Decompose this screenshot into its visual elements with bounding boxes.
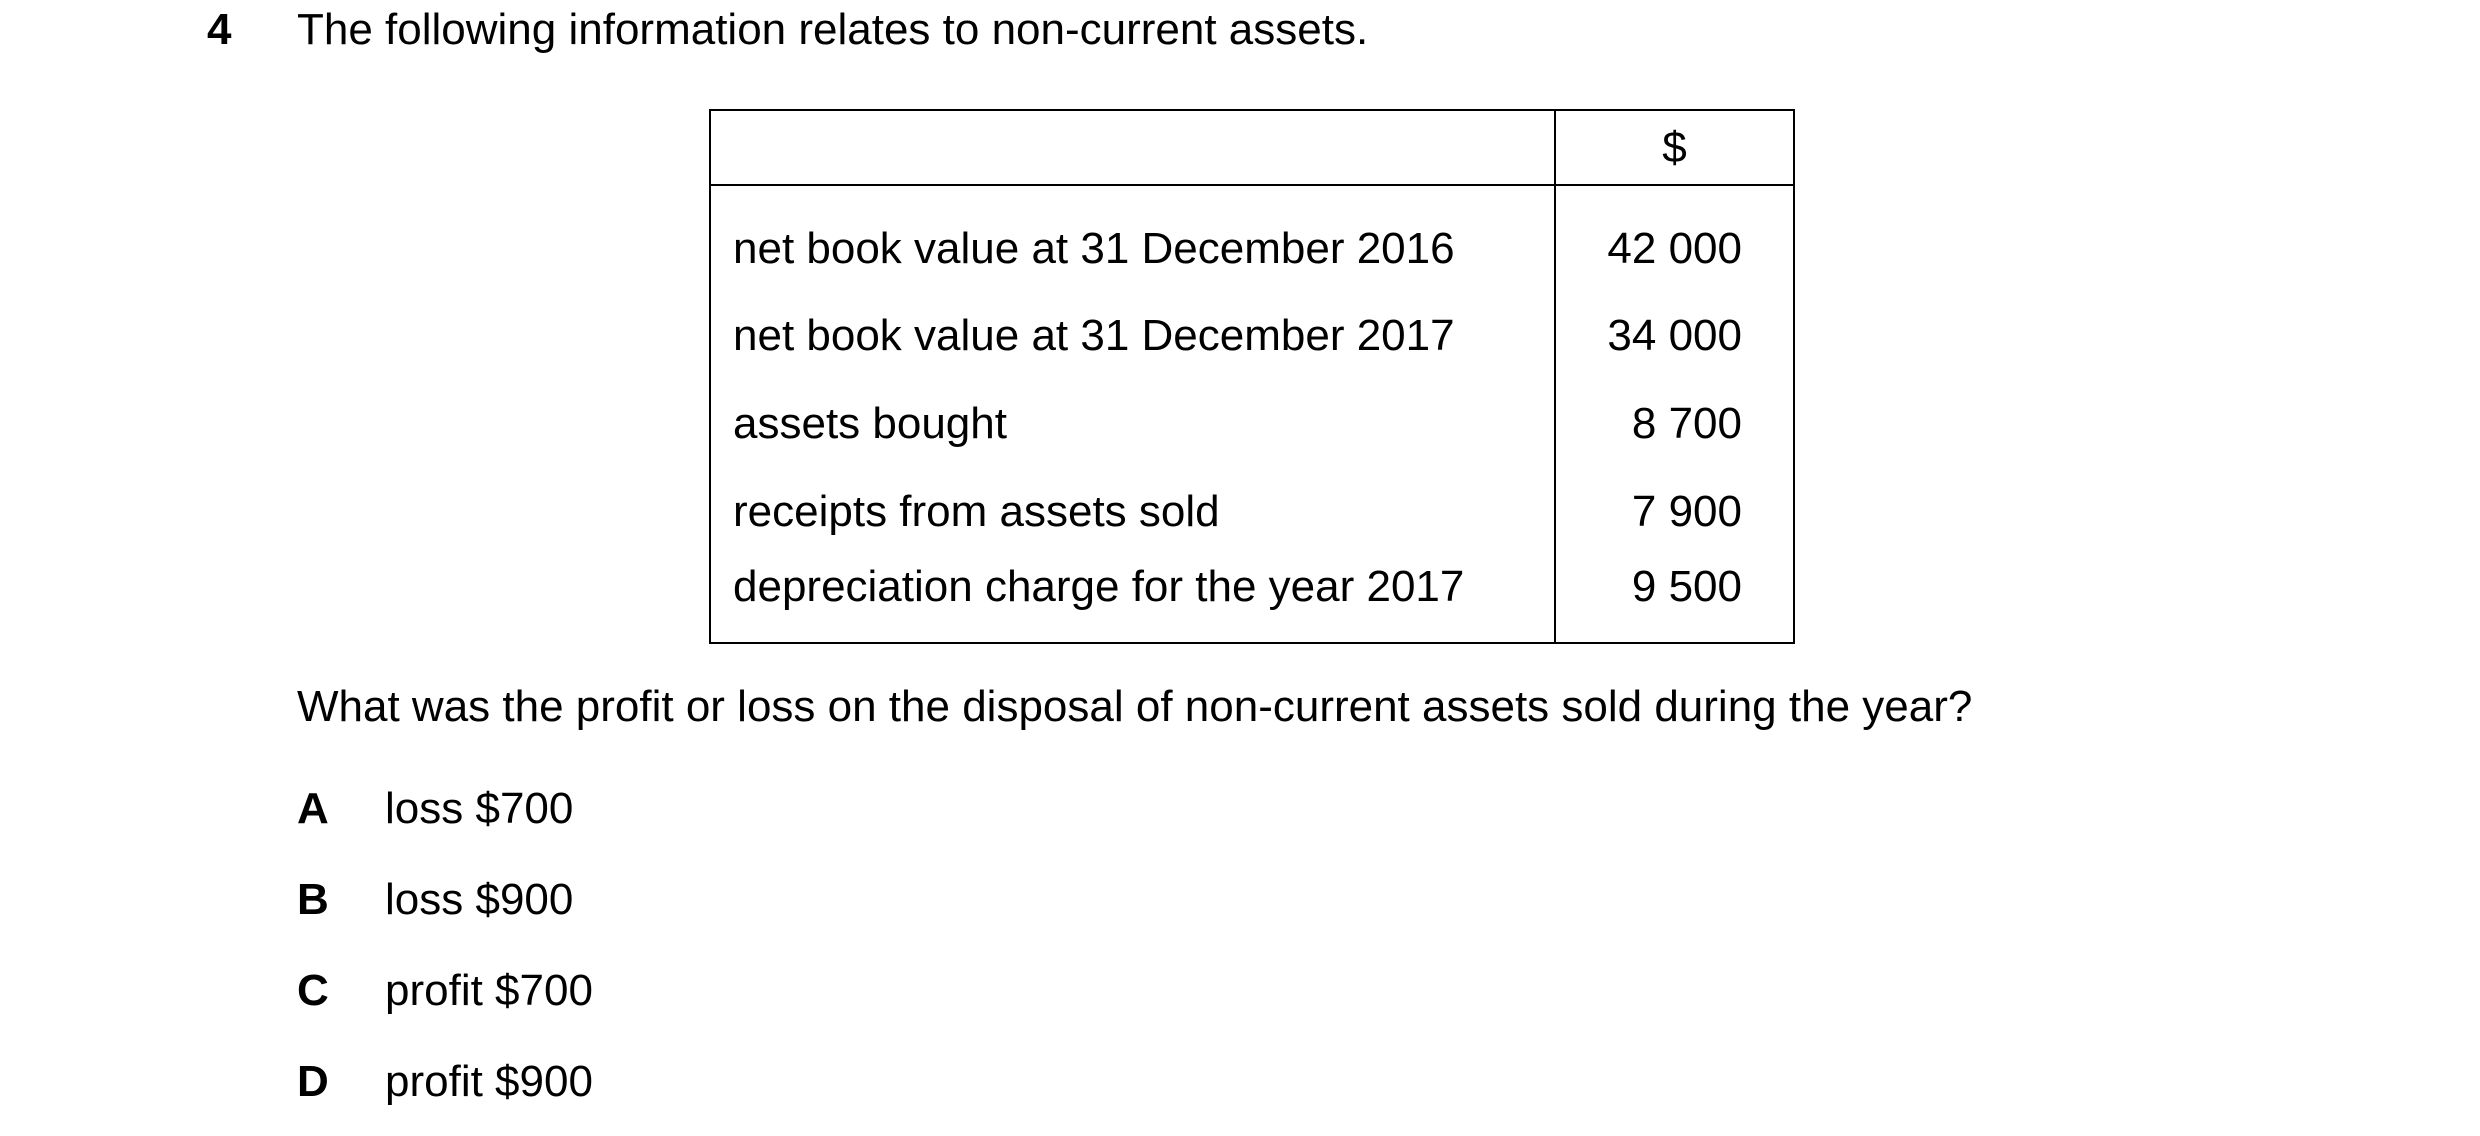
- amount-header-cell: $: [1555, 110, 1794, 185]
- row-amount: 7 900: [1555, 468, 1794, 556]
- option-letter: A: [297, 784, 329, 833]
- option-letter: D: [297, 1057, 329, 1106]
- question-number: 4: [207, 5, 232, 54]
- question-prompt: What was the profit or loss on the disposal of non-current assets sold during the year?: [297, 682, 1973, 731]
- row-amount: 8 700: [1555, 380, 1794, 468]
- option-letter: B: [297, 875, 329, 924]
- row-label: assets bought: [710, 380, 1555, 468]
- row-amount: 9 500: [1555, 556, 1794, 643]
- option-letter: C: [297, 966, 329, 1015]
- table-row: [710, 468, 1794, 556]
- option-text: loss $700: [385, 784, 574, 833]
- option-a[interactable]: [297, 782, 573, 836]
- option-text: profit $700: [385, 966, 593, 1015]
- row-amount: 34 000: [1555, 292, 1794, 380]
- row-label: receipts from assets sold: [710, 468, 1555, 556]
- table-row: [710, 556, 1794, 643]
- item-header-cell: [710, 110, 1555, 185]
- option-d[interactable]: [297, 1055, 593, 1109]
- table-header-row: [710, 110, 1794, 185]
- row-amount: 42 000: [1555, 185, 1794, 292]
- option-text: profit $900: [385, 1057, 593, 1106]
- row-label: net book value at 31 December 2016: [710, 185, 1555, 292]
- row-label: depreciation charge for the year 2017: [710, 556, 1555, 643]
- question-stem: The following information relates to non-current assets.: [297, 5, 1369, 54]
- option-b[interactable]: [297, 873, 573, 927]
- information-table: [709, 109, 1795, 644]
- table-row: [710, 292, 1794, 380]
- table-row: [710, 380, 1794, 468]
- option-c[interactable]: [297, 964, 593, 1018]
- table-row: [710, 185, 1794, 292]
- option-text: loss $900: [385, 875, 574, 924]
- row-label: net book value at 31 December 2017: [710, 292, 1555, 380]
